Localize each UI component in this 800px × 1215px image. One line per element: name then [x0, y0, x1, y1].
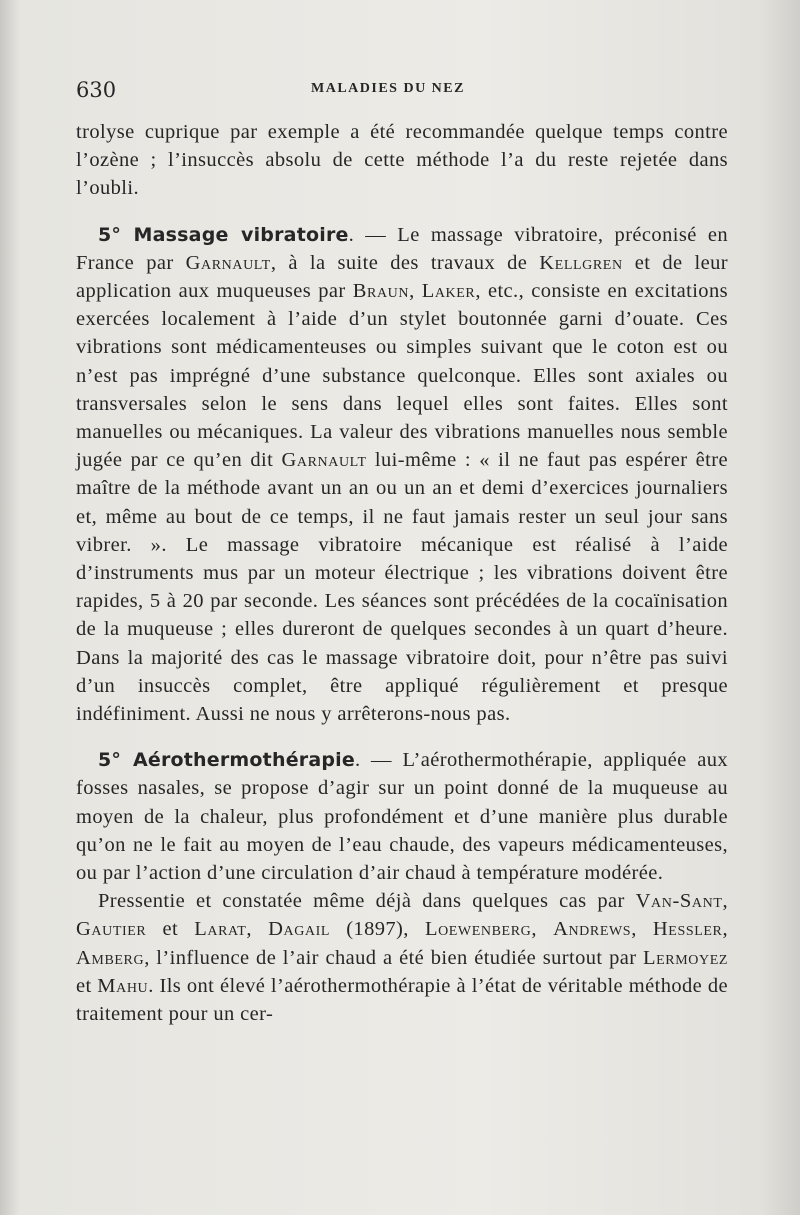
running-title: MALADIES DU NEZ	[311, 81, 465, 96]
author-name: Van-Sant	[635, 890, 723, 913]
author-name: Garnault	[281, 449, 367, 472]
author-name: Loewenberg	[424, 918, 532, 941]
section-heading-aerothermotherapie: 5° Aérothermothérapie	[98, 749, 355, 772]
author-name: Laker	[421, 280, 476, 303]
author-name: Amberg	[76, 946, 145, 969]
author-name: Mahu	[97, 974, 149, 997]
author-name: Garnault	[185, 251, 271, 274]
page-header	[76, 78, 740, 102]
author-name: Gautier	[76, 918, 147, 941]
page-number: 630	[76, 78, 117, 102]
author-name: Braun	[352, 280, 410, 303]
author-name: Larat	[194, 918, 247, 941]
paragraph-aerothermotherapie: 5° Aérothermothérapie. — L’aérothermothérapie, appliquée aux fosses nasales, se propose d’agir sur un point donné de la muqueuse au moyen de la chaleur, plus profondément et d’une manière plus durable qu’on ne le fait au moyen de l’eau chaude, des vapeurs médicamenteuses, ou par l’action d’une circulation d’air chaud à température modérée.	[76, 749, 728, 885]
section-heading-massage-vibratoire: 5° Massage vibratoire	[98, 223, 349, 246]
author-name: Hessler	[652, 918, 723, 941]
paragraph-pressentie: Pressentie et constatée même déjà dans quelques cas par Van-Sant, Gautier et Larat, Dagail (1897), Loewenberg, Andrews, Hessler, Amberg, l’influence de l’air chaud a été bien étudiée surtout par Lermoyez et Mahu. Ils ont élevé l’aérothermothérapie à l’état de véritable méthode de traitement pour un cer-	[76, 890, 728, 1026]
author-name: Kellgren	[539, 251, 623, 274]
paragraph-massage-vibratoire: 5° Massage vibratoire. — Le massage vibratoire, préconisé en France par Garnault, à la suite des travaux de Kellgren et de leur application aux muqueuses par Braun, Laker, etc., consiste en excitations exercées localement à l’aide d’un stylet boutonnée garni d’ouate. Ces vibrations sont médicamenteuses ou simples suivant que le coton est ou n’est pas imprégné d’une substance quelconque. Elles sont axiales ou transversales selon le sens dans lequel elles sont faites. Elles sont manuelles ou mécaniques. La valeur des vibrations manuelles nous semble jugée par ce qu’en dit Garnault lui-même : « il ne faut pas espérer être maître de la méthode avant un an ou un an et demi d’exercices journaliers et, même au bout de ce temps, il ne faut jamais rester un seul jour sans vibrer. ». Le massage vibratoire mécanique est réalisé à l’aide d’instruments mus par un moteur électrique ; les vibrations doivent être rapides, 5 à 20 par seconde. Les séances sont précédées de la cocaïnisation de la muqueuse ; elles dureront de quelques secondes à un quart d’heure. Dans la majorité des cas le massage vibratoire doit, pour n’être pas suivi d’un insuccès complet, être appliqué régulièrement et presque indéfiniment. Aussi ne nous y arrêterons-nous pas.	[76, 223, 728, 726]
author-name: Lermoyez	[643, 946, 728, 969]
author-name: Dagail	[268, 918, 331, 941]
body-text	[76, 118, 728, 1028]
paragraph-ozene: trolyse cuprique par exemple a été recommandée quelque temps contre l’ozène ; l’insuccès absolu de cette méthode l’a du reste rejetée dans l’oubli.	[76, 121, 728, 200]
author-name: Andrews	[553, 918, 632, 941]
